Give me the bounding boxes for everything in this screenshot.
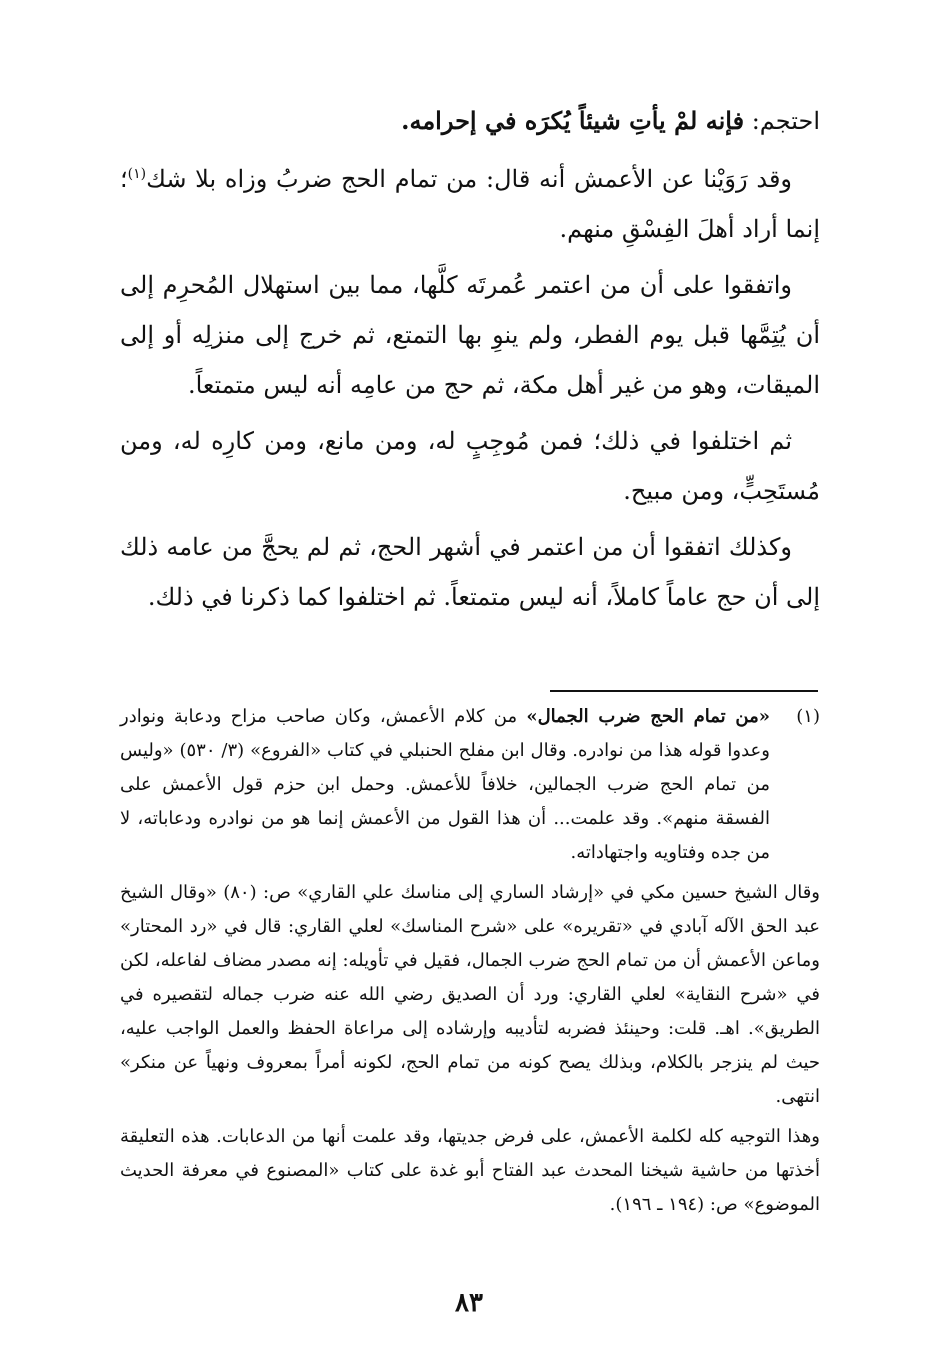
paragraph-1 bbox=[120, 96, 820, 146]
footnotes bbox=[120, 700, 820, 1222]
paragraph-2-text-b: ؛ إنما أراد أهلَ الفِسْقِ منهم. bbox=[120, 165, 820, 243]
paragraph-1-prefix: احتجم: bbox=[751, 107, 820, 135]
footnote-quote: «من تمام الحج ضرب الجمال» bbox=[526, 706, 770, 727]
footnote-paragraph-3: وهذا التوجيه كله لكلمة الأعمش، على فرض جديتها، وقد علمت أنها من الدعابات. هذه التعليقة أخذتها من حاشية شيخنا المحدث عبد الفتاح أبو غدة على كتاب «المصنوع في معرفة الحديث الموضوع» ص: (١٩٤ ـ ١٩٦). bbox=[120, 1126, 820, 1215]
footnote-1 bbox=[120, 700, 820, 870]
paragraph-4: ثم اختلفوا في ذلك؛ فمن مُوجِبٍ له، ومن مانع، ومن كارِه له، ومن مُستَحِبٍّ، ومن مبيح. bbox=[120, 427, 820, 505]
paragraph-5: وكذلك اتفقوا أن من اعتمر في أشهر الحج، ثم لم يحجَّ من عامه ذلك إلى أن حج عاماً كاملاً، أنه ليس متمتعاً. ثم اختلفوا كما ذكرنا في ذلك. bbox=[120, 533, 820, 611]
footnote-paragraph-2: وقال الشيخ حسين مكي في «إرشاد الساري إلى مناسك علي القاري» ص: (٨٠) «وقال الشيخ عبد الحق الآله آبادي في «تقريره» على «شرح المناسك» لعلي القاري: قال في «رد المحتار» وماعن الأعمش أن من تمام الحج ضرب الجمال، فقيل في تأويله: إنه مصدر مضاف لفاعله، لكن في «شرح النقاية» لعلي القاري: ورد أن الصديق رضي الله عنه ضرب جماله لتقصيره في الطريق». اهـ. قلت: وحينئذ فضربه لتأديبه وإرشاده إلى مراعاة الحفظ والعمل الواجب عليه، حيث لم ينزجر بالكلام، وبذلك يصح كونه من تمام الحج، لكونه أمراً بمعروف ونهياً عن منكر» انتهى. bbox=[120, 882, 820, 1107]
paragraph-3: واتفقوا على أن من اعتمر عُمرتَه كلَّها، مما بين استهلال المُحرِم إلى أن يُتِمَّها قبل يوم الفطر، ولم ينوِ بها التمتع، ثم خرج إلى منزلِه أو إلى الميقات، وهو من غير أهل مكة، ثم حج من عامِه أنه ليس متمتعاً. bbox=[120, 271, 820, 399]
footnote-number: (١) bbox=[796, 706, 820, 727]
paragraph-2-text-a: وقد رَوَيْنا عن الأعمش أنه قال: من تمام الحج ضربُ وزاه بلا شك bbox=[146, 165, 792, 193]
paragraph-1-bold-text: فإنه لمْ يأتِ شيئاً يُكرَه في إحرامه. bbox=[401, 106, 745, 135]
page-number: ٨٣ bbox=[455, 1288, 483, 1318]
footnote-paragraph-1-text: من كلام الأعمش، وكان صاحب مزاح ودعابة ونوادر وعدوا قوله هذا من نوادره. وقال ابن مفلح الحنبلي في كتاب «الفروع» (٣/ ٥٣٠) «وليس من تمام الحج ضرب الجمالين، خلافاً للأعمش. وحمل ابن حزم قول الأعمش على الفسقة منهم». وقد علمت... أن هذا القول من الأعمش إنما هو من نوادره ودعاباته، لا من جده وفتاويه واجتهاداته. bbox=[120, 706, 770, 863]
footnote-reference[interactable]: (١) bbox=[127, 166, 147, 182]
footnote-paragraph-1 bbox=[120, 700, 770, 870]
paragraph-2 bbox=[120, 154, 820, 254]
main-text bbox=[120, 96, 820, 622]
footnote-divider bbox=[550, 690, 818, 692]
